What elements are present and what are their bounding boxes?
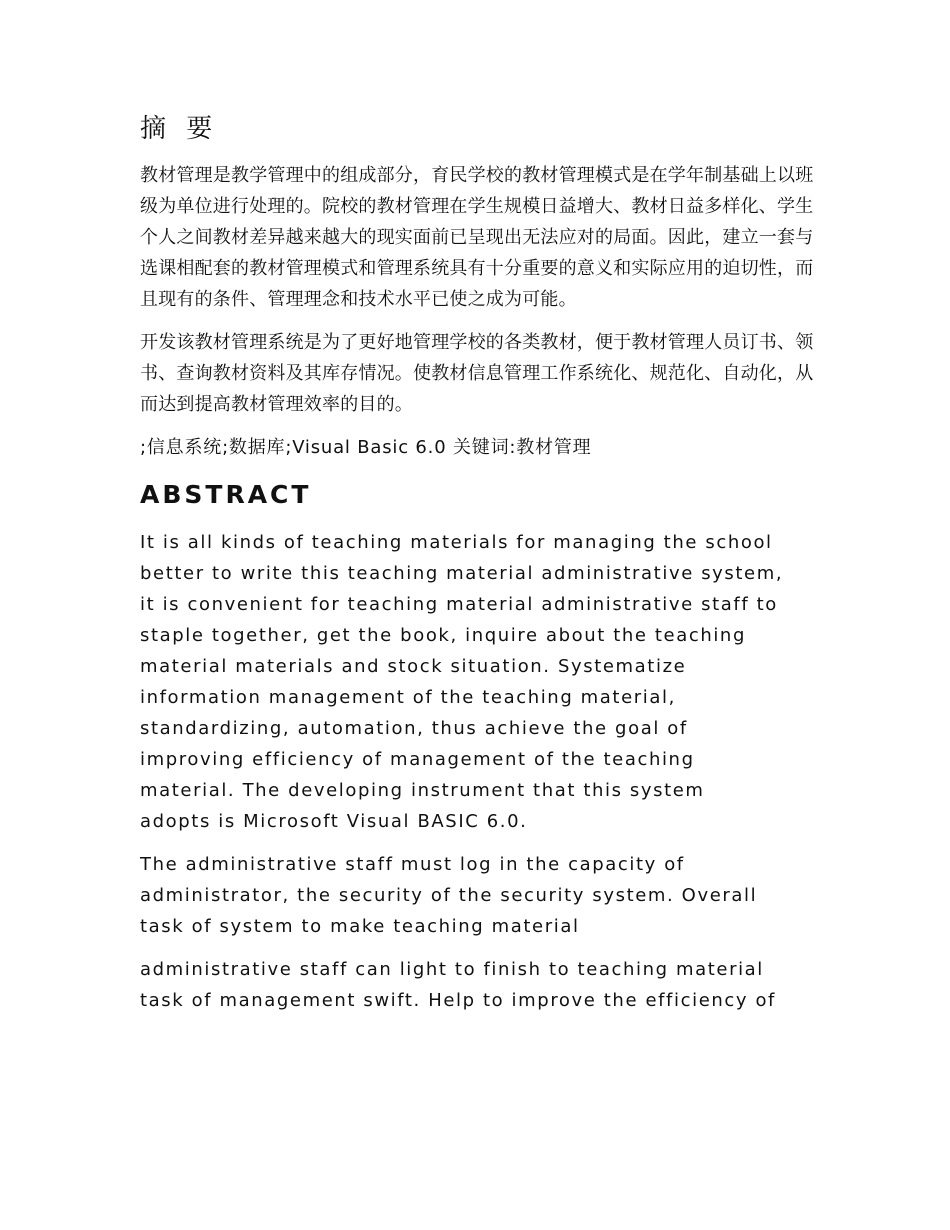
english-abstract-paragraph-1: It is all kinds of teaching materials for managing the school better to write this teaching material administrative system, it is convenient for teaching material administrative staff to staple together, get the book, inquire about the teaching material materials and stock situation. Systematize information management of the teaching material, standardizing, automation, thus achieve the goal of improving efficiency of management of the teaching material. The developing instrument that this system adopts is Microsoft Visual BASIC 6.0. — [140, 532, 784, 832]
english-abstract-paragraph-3: administrative staff can light to finish to teaching material task of management swift. Help to improve the efficiency of — [140, 959, 776, 1011]
document-page — [140, 112, 820, 1028]
english-abstract-paragraph-2: The administrative staff must log in the capacity of administrator, the security of the security system. Overall task of system to make teaching material — [140, 854, 758, 937]
chinese-abstract-heading: 摘 要 — [140, 114, 219, 144]
english-abstract-heading: ABSTRACT — [140, 480, 312, 509]
chinese-abstract-paragraph-1: 教材管理是教学管理中的组成部分，育民学校的教材管理模式是在学年制基础上以班级为单位进行处理的。院校的教材管理在学生规模日益增大、教材日益多样化、学生个人之间教材差异越来越大的现实面前已呈现出无法应对的局面。因此，建立一套与选课相配套的教材管理模式和管理系统具有十分重要的意义和实际应用的迫切性，而且现有的条件、管理理念和技术水平已使之成为可能。 — [140, 165, 814, 310]
chinese-abstract-paragraph-2: 开发该教材管理系统是为了更好地管理学校的各类教材，便于教材管理人员订书、领书、查询教材资料及其库存情况。使教材信息管理工作系统化、规范化、自动化，从而达到提高教材管理效率的目的。 — [140, 332, 814, 415]
keywords-line: ;信息系统;数据库;Visual Basic 6.0 关键词:教材管理 — [140, 437, 592, 458]
